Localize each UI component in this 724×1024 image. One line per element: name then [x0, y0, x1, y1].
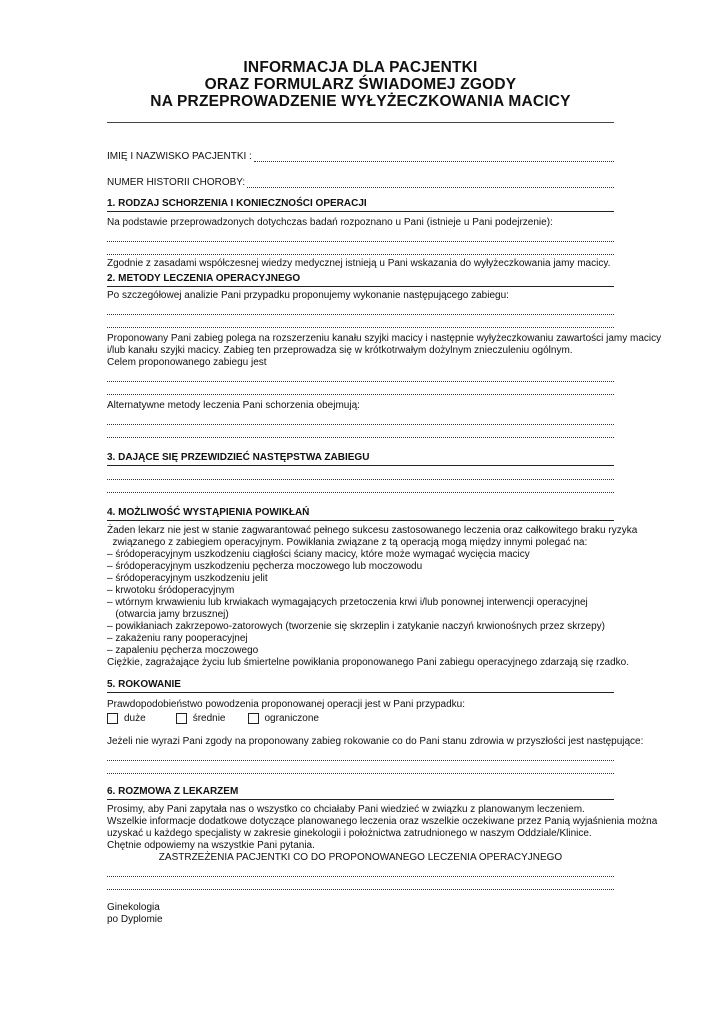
complication-summary: Ciężkie, zagrażające życiu lub śmiertelne powikłania proponowanego Pani zabiegu operacyjnego zdarzają się rzadko.: [107, 657, 629, 668]
option-medium[interactable]: [176, 713, 226, 724]
section-2-text: Po szczegółowej analizie Pani przypadku proponujemy wykonanie następującego zabiegu:: [107, 290, 509, 301]
history-number-dotted-line[interactable]: [247, 178, 614, 188]
consent-form: [107, 0, 662, 926]
section-5-dotted-line[interactable]: [107, 748, 614, 761]
section-3-dotted-line[interactable]: [107, 467, 614, 480]
section-1-text: Na podstawie przeprowadzonych dotychczas badań rozpoznano u Pani (istnieje u Pani podejrzenie):: [107, 217, 553, 228]
conversation-text: Wszelkie informacje dodatkowe dotyczące planowanego leczenia oraz wszelkie oczekiwane przez Panią wyjaśnienia można: [107, 816, 658, 827]
complication-item: – śródoperacyjnym uszkodzeniu ciągłości ściany macicy, które może wymagać wycięcia macicy: [107, 549, 530, 560]
patient-name-dotted-line[interactable]: [254, 152, 614, 162]
complication-item: – zapaleniu pęcherza moczowego: [107, 645, 259, 656]
section-2-procedure-line: Proponowany Pani zabieg polega na rozszerzeniu kanału szyjki macicy i następnie wyłyżeczkowaniu zawartości jamy macicy: [107, 333, 662, 344]
complication-item: – powikłaniach zakrzepowo-zatorowych (tworzenie się skrzeplin i zatykanie naczyń krwionośnych przez skrzepy): [107, 621, 605, 632]
section-2-procedure-line: i/lub kanału szyjki macicy. Zabieg ten przeprowadza się w krótkotrwałym dożylnym znieczuleniu ogólnym.: [107, 345, 573, 356]
section-1-dotted-line[interactable]: [107, 229, 614, 242]
section-2-dotted-line[interactable]: [107, 425, 614, 438]
option-limited-label: ograniczone: [264, 712, 319, 724]
footer-line: Ginekologia: [107, 902, 160, 913]
title-line-1: INFORMACJA DLA PACJENTKI: [243, 59, 478, 76]
complication-item: – śródoperacyjnym uszkodzeniu pęcherza moczowego lub moczowodu: [107, 561, 423, 572]
prognosis-without-consent: Jeżeli nie wyrazi Pani zgody na proponowany zabieg rokowanie co do Pani stanu zdrowia w przyszłości jest następujące:: [107, 736, 644, 747]
option-limited[interactable]: [248, 713, 319, 724]
complication-item: – krwotoku śródoperacyjnym: [107, 585, 235, 596]
option-high-label: duże: [124, 712, 146, 724]
prognosis-question: Prawdopodobieństwo powodzenia proponowanej operacji jest w Pani przypadku:: [107, 699, 466, 710]
checkbox-high[interactable]: [107, 713, 118, 724]
section-5-dotted-line[interactable]: [107, 761, 614, 774]
complication-item: – wtórnym krwawieniu lub krwiakach wymagających przetoczenia krwi i/lub ponownej interwencji operacyjnej: [107, 597, 588, 608]
section-1-indication: Zgodnie z zasadami współczesnej wiedzy medycznej istnieją u Pani wskazania do wyłyżeczkowania jamy macicy.: [107, 258, 611, 269]
option-high[interactable]: [107, 713, 146, 724]
complication-item: – zakażeniu rany pooperacyjnej: [107, 633, 248, 644]
section-2-dotted-line[interactable]: [107, 302, 614, 315]
section-5-heading: 5. ROKOWANIE: [107, 679, 614, 693]
option-medium-label: średnie: [192, 712, 226, 724]
footer-line: po Dyplomie: [107, 914, 163, 925]
conversation-text: Prosimy, aby Pani zapytała nas o wszystko co chciałaby Pani wiedzieć w związku z planowanym leczeniem.: [107, 804, 585, 815]
prognosis-options: [107, 711, 614, 725]
section-1-heading: 1. RODZAJ SCHORZENIA I KONIECZNOŚCI OPERACJI: [107, 198, 614, 212]
section-3-dotted-line[interactable]: [107, 480, 614, 493]
document-title: [107, 59, 614, 110]
section-3-heading: 3. DAJĄCE SIĘ PRZEWIDZIEĆ NASTĘPSTWA ZABIEGU: [107, 452, 614, 466]
section-2-dotted-line[interactable]: [107, 412, 614, 425]
section-2-dotted-line[interactable]: [107, 369, 614, 382]
patient-name-label: IMIĘ I NAZWISKO PACJENTKI :: [107, 151, 252, 162]
history-number-field[interactable]: [107, 176, 614, 188]
section-2-goal-label: Celem proponowanego zabiegu jest: [107, 357, 267, 368]
section-1-dotted-line[interactable]: [107, 242, 614, 255]
section-2-dotted-line[interactable]: [107, 382, 614, 395]
title-line-2: ORAZ FORMULARZ ŚWIADOMEJ ZGODY: [204, 76, 517, 93]
section-4-heading: 4. MOŻLIWOŚĆ WYSTĄPIENIA POWIKŁAŃ: [107, 507, 614, 521]
section-2-dotted-line[interactable]: [107, 315, 614, 328]
conversation-text: uzyskać u każdego specjalisty w zakresie ginekologii i położnictwa zatrudnionego w naszym Oddziale/Klinice.: [107, 828, 592, 839]
patient-name-field[interactable]: [107, 150, 614, 162]
complication-item: (otwarcia jamy brzusznej): [107, 609, 229, 620]
conversation-text: Chętnie odpowiemy na wszystkie Pani pytania.: [107, 840, 315, 851]
complication-item: – śródoperacyjnym uszkodzeniu jelit: [107, 573, 268, 584]
title-line-3: NA PRZEPROWADZENIE WYŁYŻECZKOWANIA MACICY: [150, 93, 571, 110]
reservations-dotted-line[interactable]: [107, 877, 614, 890]
section-2-heading: 2. METODY LECZENIA OPERACYJNEGO: [107, 273, 614, 287]
reservations-heading: ZASTRZEŻENIA PACJENTKI CO DO PROPONOWANEGO LECZENIA OPERACYJNEGO: [158, 852, 563, 863]
checkbox-limited[interactable]: [248, 713, 259, 724]
section-2-alternatives: Alternatywne metody leczenia Pani schorzenia obejmują:: [107, 400, 360, 411]
checkbox-medium[interactable]: [176, 713, 187, 724]
reservations-dotted-line[interactable]: [107, 864, 614, 877]
complication-text: Żaden lekarz nie jest w stanie zagwarantować pełnego sukcesu zastosowanego leczenia oraz całkowitego braku ryzyka: [107, 525, 638, 536]
section-6-heading: 6. ROZMOWA Z LEKARZEM: [107, 786, 614, 800]
history-number-label: NUMER HISTORII CHOROBY:: [107, 177, 246, 188]
complication-text: związanego z zabiegiem operacyjnym. Powikłania związane z tą operacją mogą między innymi polegać na:: [107, 537, 588, 548]
